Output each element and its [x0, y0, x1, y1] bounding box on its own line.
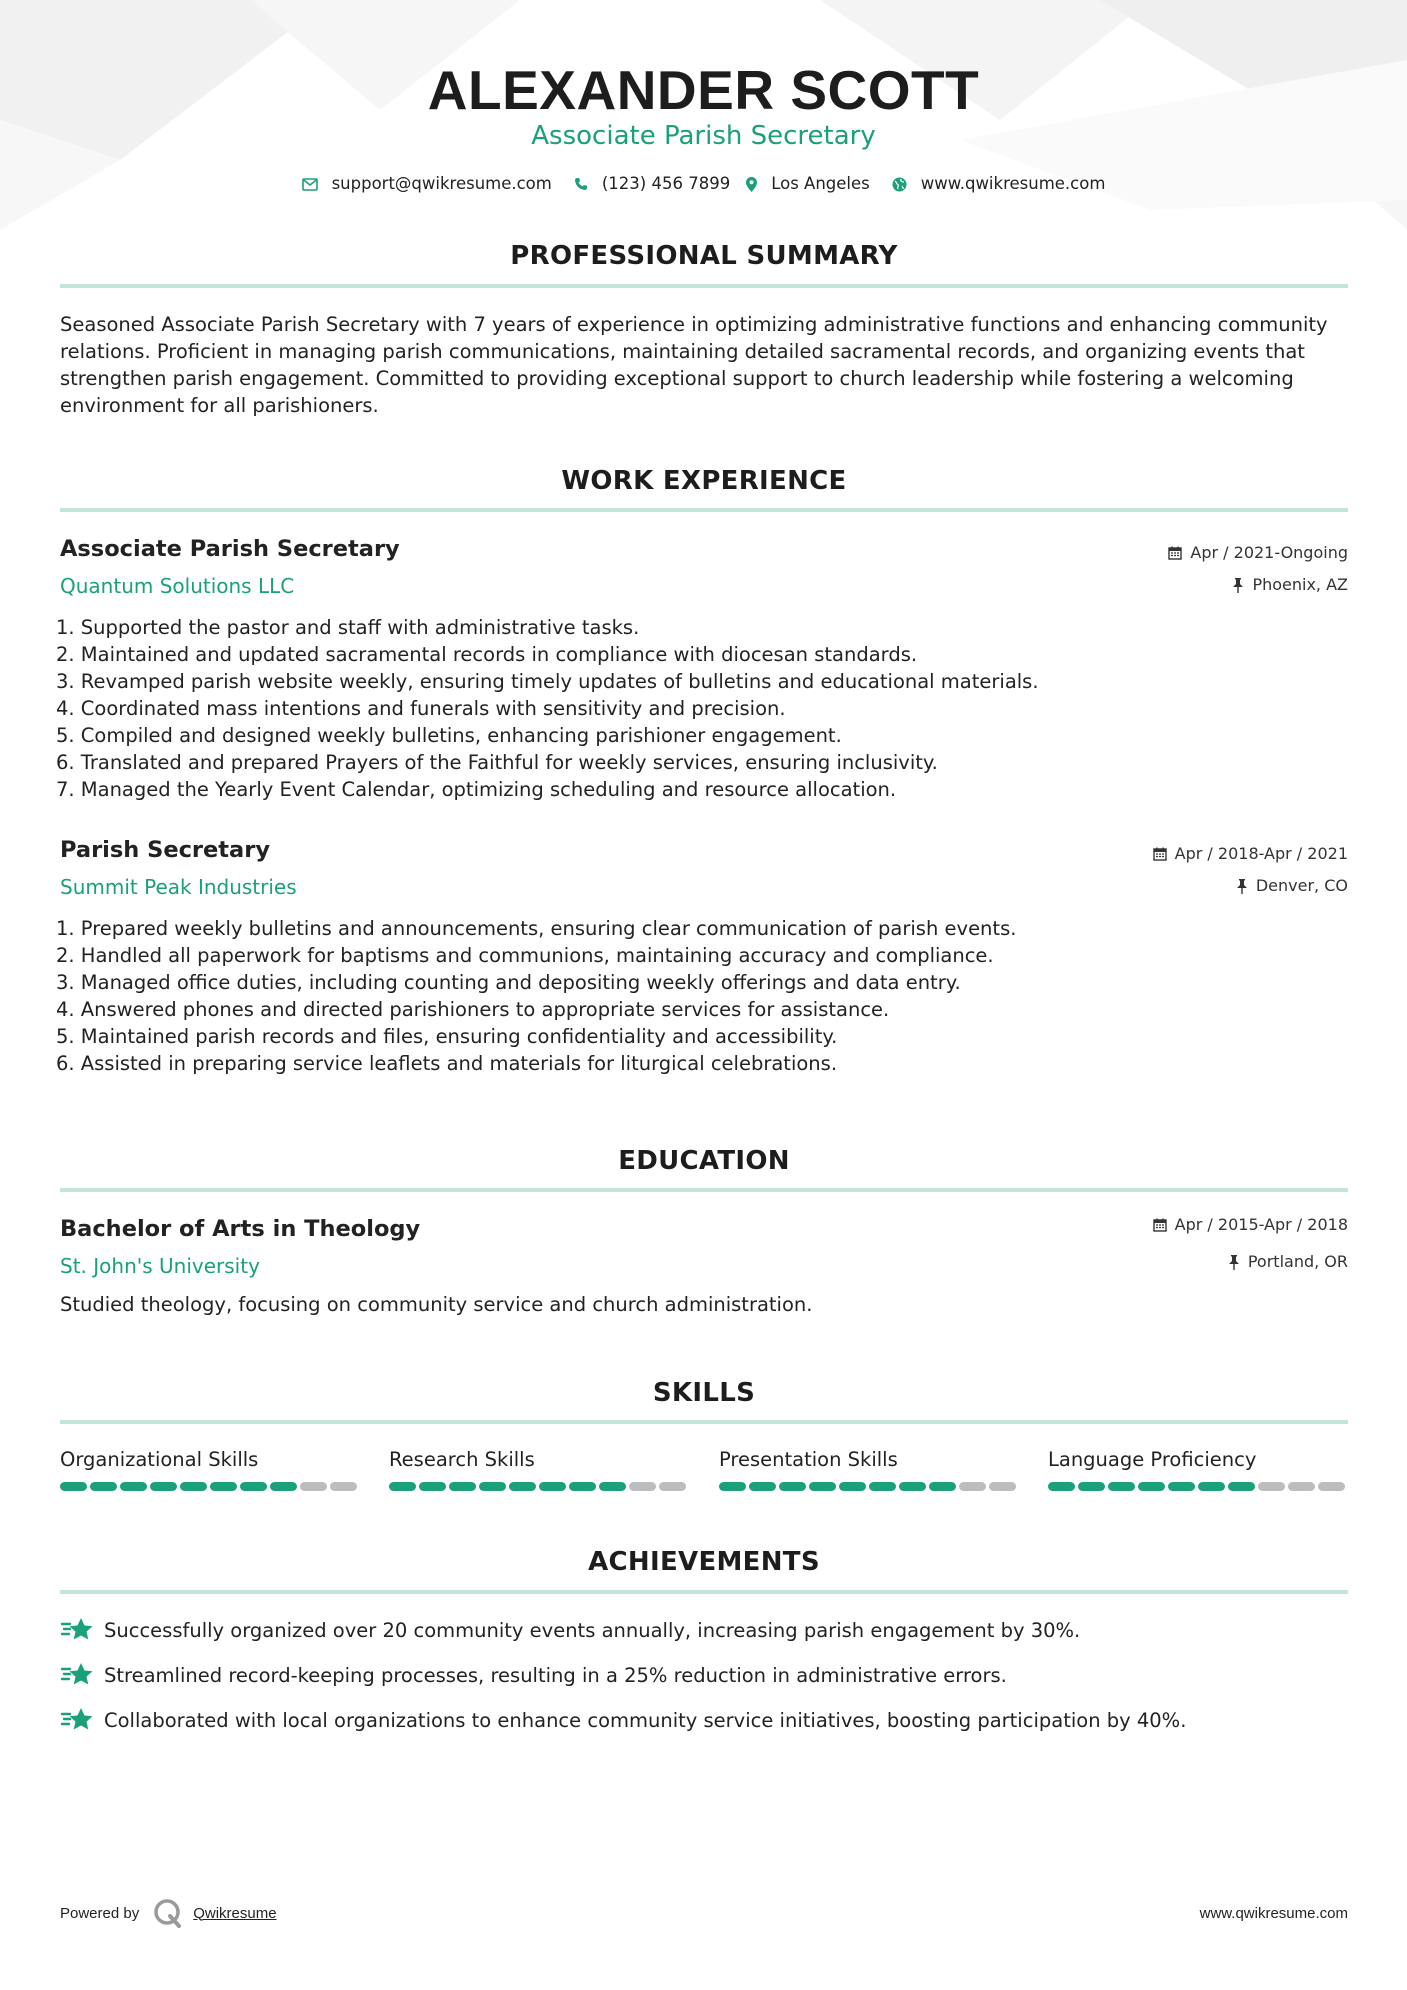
achievement-text: Collaborated with local organizations to enhance community service initiatives, boosting participation by 40%. [104, 1708, 1187, 1732]
location-text: Los Angeles [771, 174, 870, 193]
job-dates-text: Apr / 2018-Apr / 2021 [1174, 844, 1348, 863]
job-dates [1168, 542, 1348, 564]
email-text: support@qwikresume.com [331, 174, 552, 193]
skill-level-bar [719, 1482, 1019, 1491]
pushpin-icon [1236, 879, 1248, 894]
skill-name: Organizational Skills [60, 1448, 259, 1471]
skill-segment-filled [419, 1482, 446, 1491]
skill-level-bar [389, 1482, 689, 1491]
skill-segment-empty [1318, 1482, 1345, 1491]
skill-segment-empty [300, 1482, 327, 1491]
qwikresume-link[interactable]: Qwikresume [193, 1904, 277, 1922]
skill-segment-empty [959, 1482, 986, 1491]
education-dates-text: Apr / 2015-Apr / 2018 [1174, 1215, 1348, 1234]
powered-by-label: Powered by [60, 1904, 140, 1922]
skill-segment-empty [1258, 1482, 1285, 1491]
star-achievement-icon [60, 1661, 94, 1689]
mail-icon [302, 178, 318, 191]
candidate-role: Associate Parish Secretary [531, 121, 876, 151]
company-name: Summit Peak Industries [60, 875, 297, 899]
education-section-title: EDUCATION [618, 1146, 790, 1176]
skills-section-title: SKILLS [652, 1378, 756, 1408]
star-achievement-icon [60, 1706, 94, 1734]
skill-segment-filled [90, 1482, 117, 1491]
skill-segment-filled [210, 1482, 237, 1491]
skill-level-bar [1048, 1482, 1348, 1491]
list-item: 3. Revamped parish website weekly, ensuring timely updates of bulletins and educational materials. [56, 670, 1039, 693]
skill-item [389, 1446, 689, 1491]
list-item: 3. Managed office duties, including counting and depositing weekly offerings and data entry. [56, 971, 961, 994]
education-location [1228, 1251, 1348, 1273]
phone-icon [574, 177, 588, 191]
skill-name: Presentation Skills [719, 1448, 898, 1471]
achievement-item [60, 1616, 1080, 1644]
list-item: 4. Answered phones and directed parishioners to appropriate services for assistance. [56, 998, 890, 1021]
star-achievement-icon [60, 1616, 94, 1644]
skill-segment-filled [60, 1482, 87, 1491]
calendar-icon [1153, 847, 1167, 861]
calendar-icon [1153, 1218, 1167, 1232]
list-item: 2. Handled all paperwork for baptisms and communions, maintaining accuracy and compliance. [56, 944, 994, 967]
location-pin-icon [746, 177, 757, 192]
job-location-text: Denver, CO [1255, 876, 1348, 895]
skill-segment-empty [1288, 1482, 1315, 1491]
skill-segment-filled [599, 1482, 626, 1491]
skills-divider [60, 1420, 1348, 1424]
list-item: 6. Translated and prepared Prayers of the Faithful for weekly services, ensuring inclusivity. [56, 751, 938, 774]
skill-level-bar [60, 1482, 360, 1491]
footer-powered-by [60, 1898, 277, 1928]
contact-phone[interactable] [574, 172, 730, 196]
skill-segment-filled [839, 1482, 866, 1491]
skill-name: Language Proficiency [1048, 1448, 1257, 1471]
contact-bar [0, 172, 1407, 196]
list-item: 6. Assisted in preparing service leaflets and materials for liturgical celebrations. [56, 1052, 838, 1075]
pushpin-icon [1232, 578, 1244, 593]
skill-item [719, 1446, 1019, 1491]
list-item: 5. Compiled and designed weekly bulletins, enhancing parishioner engagement. [56, 724, 842, 747]
list-item: 5. Maintained parish records and files, ensuring confidentiality and accessibility. [56, 1025, 838, 1048]
calendar-icon [1168, 546, 1182, 560]
skill-segment-filled [150, 1482, 177, 1491]
skill-segment-filled [1108, 1482, 1135, 1491]
skill-segment-empty [330, 1482, 357, 1491]
experience-section-title: WORK EXPERIENCE [561, 466, 847, 496]
skill-segment-filled [569, 1482, 596, 1491]
skill-segment-filled [180, 1482, 207, 1491]
achievement-text: Successfully organized over 20 community events annually, increasing parish engagement by 30%. [104, 1618, 1081, 1642]
skill-segment-filled [1078, 1482, 1105, 1491]
summary-divider [60, 284, 1348, 288]
website-text: www.qwikresume.com [920, 174, 1106, 193]
skill-segment-filled [1168, 1482, 1195, 1491]
skill-segment-filled [1198, 1482, 1225, 1491]
list-item: 1. Prepared weekly bulletins and announcements, ensuring clear communication of parish events. [56, 917, 1017, 940]
skill-segment-filled [120, 1482, 147, 1491]
summary-section-title: PROFESSIONAL SUMMARY [510, 241, 898, 271]
achievements-divider [60, 1590, 1348, 1594]
education-location-text: Portland, OR [1247, 1252, 1348, 1271]
candidate-name: ALEXANDER SCOTT [427, 59, 980, 121]
list-item: 1. Supported the pastor and staff with administrative tasks. [56, 616, 640, 639]
school-name: St. John's University [60, 1254, 260, 1278]
skill-name: Research Skills [389, 1448, 535, 1471]
skill-item [1048, 1446, 1348, 1491]
job-responsibilities [56, 614, 1316, 803]
list-item: 7. Managed the Yearly Event Calendar, optimizing scheduling and resource allocation. [56, 778, 897, 801]
job-responsibilities [56, 915, 1316, 1077]
degree-title: Bachelor of Arts in Theology [60, 1216, 421, 1242]
education-description: Studied theology, focusing on community service and church administration. [60, 1293, 813, 1316]
education-divider [60, 1188, 1348, 1192]
skill-item [60, 1446, 360, 1491]
job-dates [1153, 843, 1348, 865]
skill-segment-filled [1228, 1482, 1255, 1491]
skill-segment-empty [989, 1482, 1016, 1491]
skill-segment-filled [899, 1482, 926, 1491]
company-name: Quantum Solutions LLC [60, 574, 295, 598]
skill-segment-filled [809, 1482, 836, 1491]
contact-website[interactable] [892, 172, 1106, 196]
skill-segment-filled [270, 1482, 297, 1491]
skill-segment-filled [479, 1482, 506, 1491]
job-location-text: Phoenix, AZ [1252, 575, 1348, 594]
job-dates-text: Apr / 2021-Ongoing [1190, 543, 1348, 562]
pushpin-icon [1228, 1255, 1240, 1270]
experience-divider [60, 508, 1348, 512]
education-dates [1153, 1214, 1348, 1236]
skill-segment-empty [629, 1482, 656, 1491]
contact-email[interactable] [302, 172, 552, 196]
qwikresume-logo-icon [153, 1898, 183, 1928]
skill-segment-filled [1048, 1482, 1075, 1491]
globe-icon [892, 177, 907, 192]
skill-segment-filled [539, 1482, 566, 1491]
footer-website[interactable]: www.qwikresume.com [1199, 1905, 1348, 1922]
contact-location [746, 172, 870, 196]
list-item: 4. Coordinated mass intentions and funerals with sensitivity and precision. [56, 697, 786, 720]
skill-segment-empty [659, 1482, 686, 1491]
summary-text: Seasoned Associate Parish Secretary with 7 years of experience in optimizing administrative functions and enhancing community relations. Proficient in managing parish communications, maintaining detailed sacramental records, and organizing events that strengthen parish engagement. Committed to providing exceptional support to church leadership while fostering a welcoming environment for all parishioners. [60, 313, 1328, 417]
skill-segment-filled [240, 1482, 267, 1491]
skill-segment-filled [389, 1482, 416, 1491]
phone-text: (123) 456 7899 [601, 174, 731, 193]
job-location [1232, 574, 1348, 596]
skill-segment-filled [449, 1482, 476, 1491]
achievement-item [60, 1706, 1186, 1734]
job-title: Associate Parish Secretary [60, 536, 400, 562]
list-item: 2. Maintained and updated sacramental records in compliance with diocesan standards. [56, 643, 918, 666]
skill-segment-filled [929, 1482, 956, 1491]
skill-segment-filled [719, 1482, 746, 1491]
skill-segment-filled [869, 1482, 896, 1491]
achievements-section-title: ACHIEVEMENTS [588, 1547, 820, 1577]
skill-segment-filled [749, 1482, 776, 1491]
achievement-text: Streamlined record-keeping processes, resulting in a 25% reduction in administrative errors. [104, 1663, 1007, 1687]
job-location [1236, 875, 1348, 897]
job-title: Parish Secretary [60, 837, 270, 863]
skill-segment-filled [509, 1482, 536, 1491]
skill-segment-filled [1138, 1482, 1165, 1491]
achievement-item [60, 1661, 1007, 1689]
skill-segment-filled [779, 1482, 806, 1491]
